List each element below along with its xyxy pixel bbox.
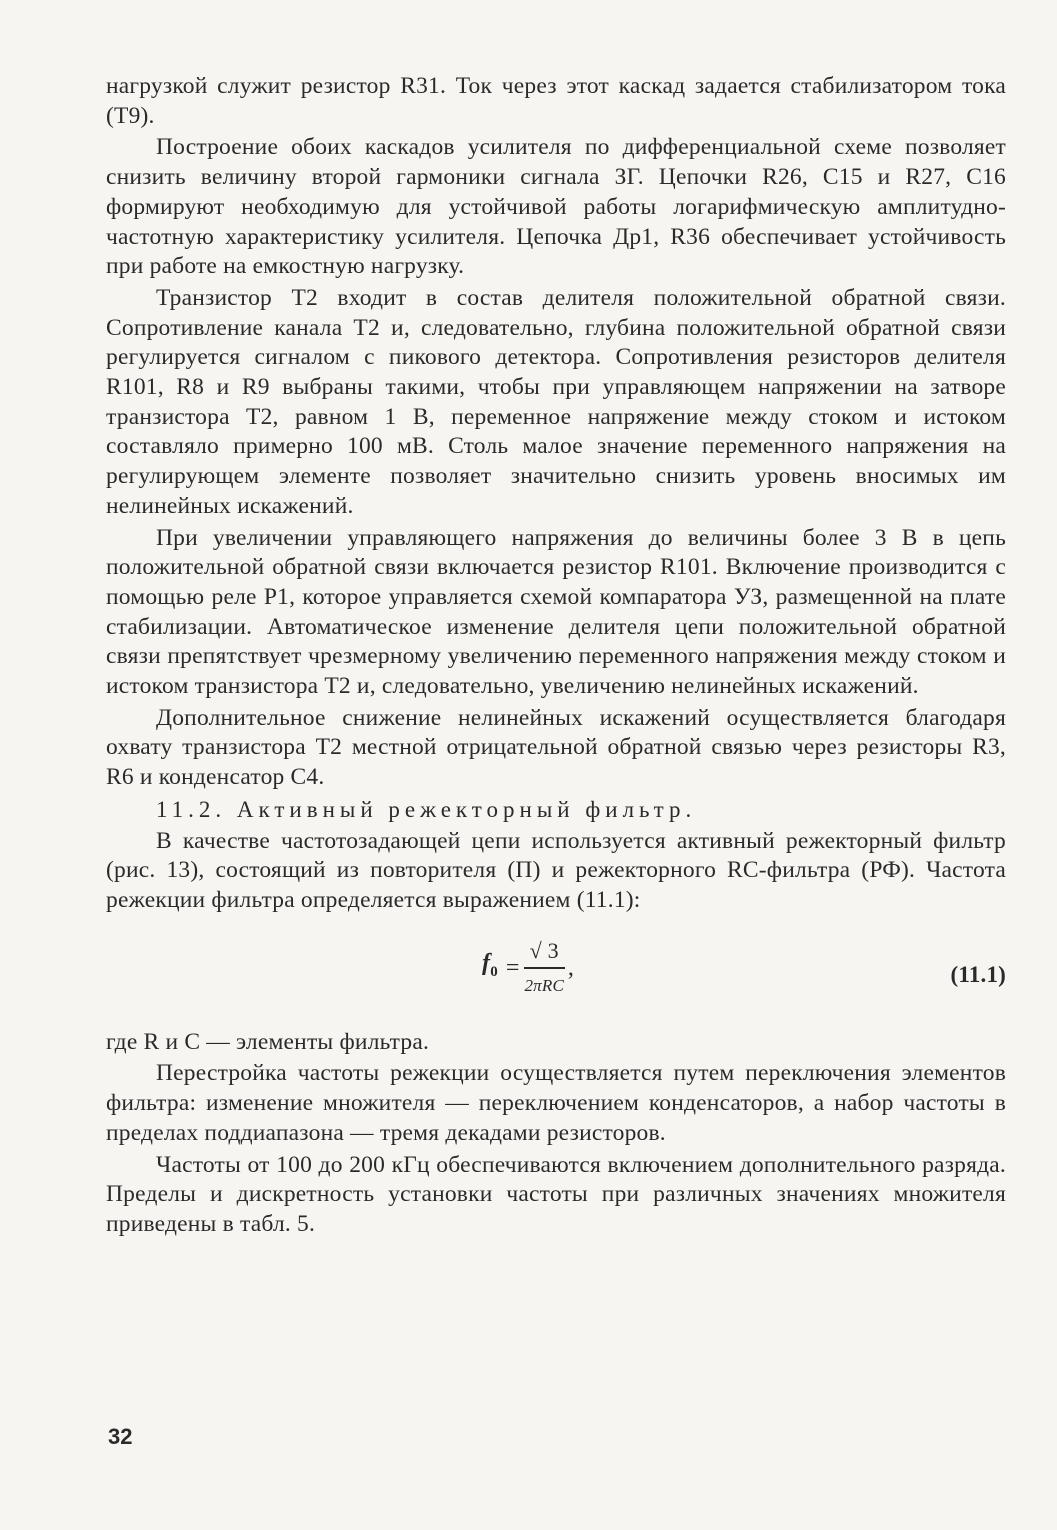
formula-comma: , — [567, 954, 575, 981]
page-number: 32 — [108, 1424, 133, 1449]
formula-lhs-subscript: 0 — [490, 963, 498, 980]
formula-denominator: 2πRC — [524, 976, 565, 996]
formula-legend: где R и С — элементы фильтра. — [106, 1028, 430, 1055]
formula-fraction — [524, 936, 565, 1001]
formula-numerator: √ 3 — [524, 936, 565, 970]
page-text — [106, 72, 1006, 1242]
formula-lhs-symbol: f — [482, 950, 491, 977]
formula-equals: = — [505, 954, 520, 981]
formula-block — [106, 930, 1006, 1022]
paragraph-2: Построение обоих каскадов усилителя по дифференциальной схеме позволяет снизить величину второй гармоники сигнала ЗГ. Цепочки R26, С15 и R27, С16 формируют необходимую для устойчивой работы логарифмическую амплитудно-частотную характеристику усилителя. Цепочка Др1, R36 обеспечивает устойчивость при работе на емкостную нагрузку. — [106, 134, 1006, 280]
formula-lhs — [482, 949, 498, 988]
paragraph-3: Транзистор Т2 входит в состав делителя положительной обратной связи. Сопротивление канала Т2 и, следовательно, глубина положительной обратной связи регулируется сигналом с пикового детектора. Сопротивления резисторов делителя R101, R8 и R9 выбраны такими, чтобы при управляющем напряжении на затворе транзистора Т2, равном 1 В, переменное напряжение между стоком и истоком составляло примерно 100 мВ. Столь малое значение переменного напряжения на регулирующем элементе позволяет значительно снизить уровень вносимых им нелинейных искажений. — [106, 284, 1006, 519]
equation-number: (11.1) — [950, 961, 1006, 987]
paragraph-5: Дополнительное снижение нелинейных искажений осуществляется благодаря охвату транзистора Т2 местной отрицательной обратной связью через резисторы R3, R6 и конденсатор С4. — [106, 704, 1006, 791]
section-heading: 11.2. Активный режекторный фильтр. — [156, 796, 697, 822]
paragraph-4: При увеличении управляющего напряжения до величины более 3 В в цепь положительной обратной связи включается резистор R101. Включение производится с помощью реле Р1, которое управляется схемой компаратора УЗ, размещенной на плате стабилизации. Автоматическое изменение делителя цепи положительной обратной связи препятствует чрезмерному увеличению переменного напряжения между стоком и истоком транзистора Т2 и, следовательно, увеличению нелинейных искажений. — [106, 524, 1006, 700]
formula — [482, 936, 574, 1001]
paragraph-frequencies: Частоты от 100 до 200 кГц обеспечиваются включением дополнительного разряда. Пределы и дискретность установки частоты при различных значениях множителя приведены в табл. 5. — [106, 1151, 1006, 1237]
paragraph-1: нагрузкой служит резистор R31. Ток через этот каскад задается стабилизатором тока (Т9). — [106, 73, 1006, 129]
section-paragraph-1: В качестве частотозадающей цепи используется активный режекторный фильтр (рис. 13), состоящий из повторителя (П) и режекторного RC-фильтра (РФ). Частота режекции фильтра определяется выражением (11.1): — [106, 827, 1006, 913]
paragraph-tuning: Перестройка частоты режекции осуществляется путем переключения элементов фильтра: изменение множителя — переключением конденсаторов, а набор частоты в пределах поддиапазона — тремя декадами резисторов. — [106, 1060, 1006, 1146]
